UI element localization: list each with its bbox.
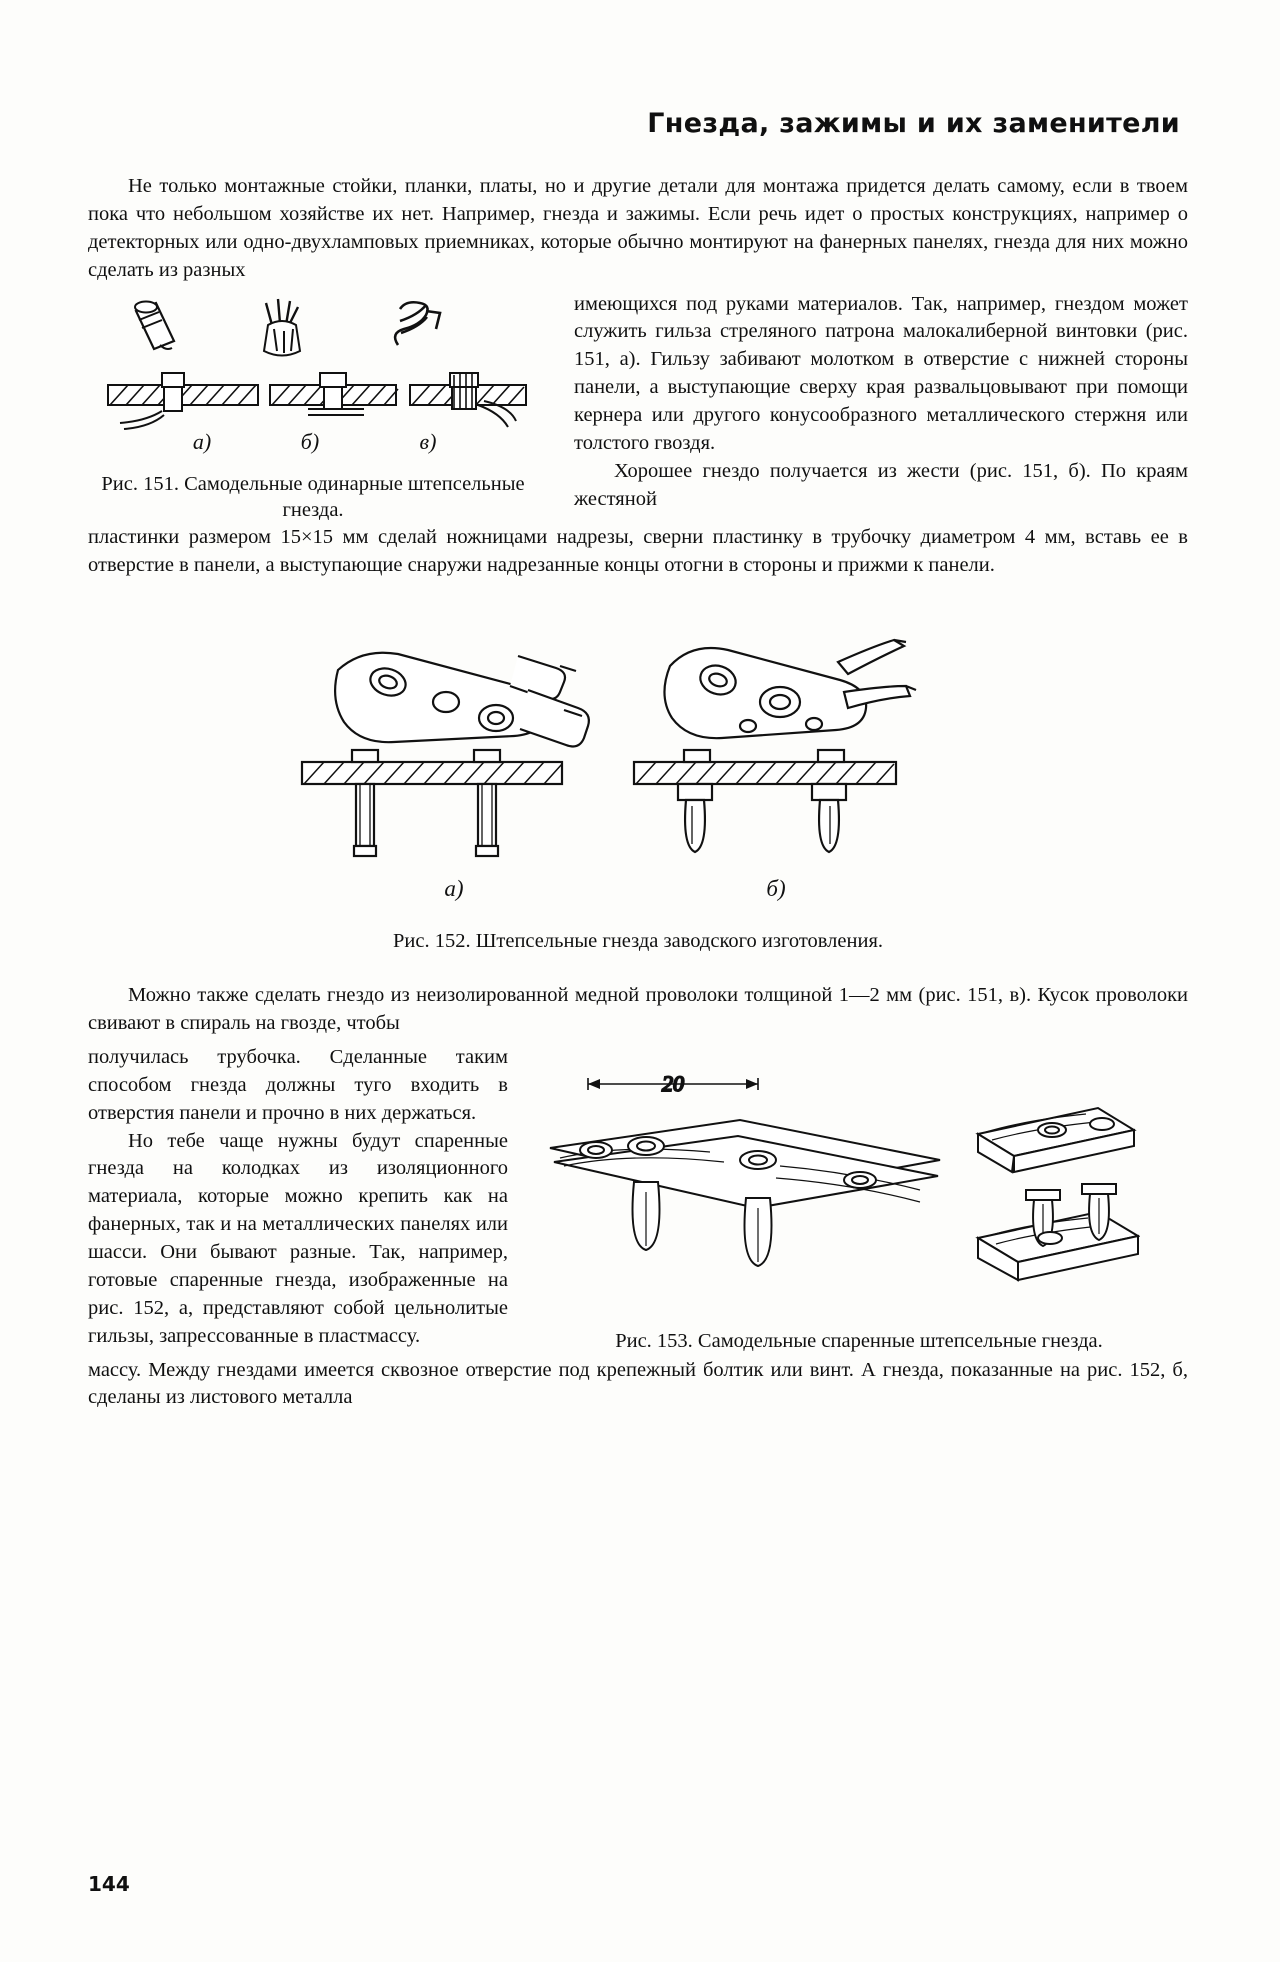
figure-153-illustration: [530, 1062, 1140, 1312]
wood-block-main: [550, 1120, 940, 1266]
dimension-20: [588, 1071, 758, 1096]
wood-board-upper-right: [978, 1108, 1134, 1172]
figure-151-label-b: б): [300, 428, 320, 454]
figure-153-caption: Рис. 153. Самодельные спаренные штепсельные гнезда.: [615, 1329, 1103, 1352]
figure-153: [530, 1044, 1188, 1355]
socket-block-b: [634, 640, 916, 852]
figure-151-wrapper: [88, 289, 1188, 524]
factory-sockets-drawing: [278, 610, 998, 910]
paragraph-3: Хорошее гнездо получается из жести (рис. 151, б). По краям жестяной: [574, 459, 1188, 510]
figure-152-label-a: а): [444, 875, 464, 901]
figure-152-label-b: б): [766, 875, 786, 901]
wood-board-lower-right: [978, 1184, 1138, 1280]
paragraph-5: Можно также сделать гнездо из неизолированной медной проволоки толщиной 1—2 мм (рис. 151, в). Кусок проволоки свивают в спираль на гвозде, чтобы: [88, 984, 1188, 1035]
homemade-paired-sockets-drawing: [530, 1062, 1140, 1312]
paragraph-8: массу. Между гнездами имеется сквозное отверстие под крепежный болтик или винт. А гнезда, показанные на рис. 152, б, сделаны из листового металла: [88, 1358, 1188, 1409]
figure-152-illustration: [278, 610, 998, 910]
figure-151-label-a: а): [192, 428, 212, 454]
panel-section-a: [108, 373, 258, 429]
socket-block-a: [302, 652, 589, 855]
figure-152: [88, 610, 1188, 955]
figure-151-side-text: [574, 289, 1188, 514]
page-number: 144: [88, 1872, 130, 1896]
cartridge-case-icon: [135, 301, 174, 349]
paragraph-2: имеющихся под руками материалов. Так, например, гнездом может служить гильза стреляного патрона малокалиберной винтовки (рис. 151, а). Гильзу забивают молотком в отверстие с нижней стороны панели, а выступающие сверху края развальцовывают при помощи кернера или другого конусообразного металлического стержня или толстого гвоздя.: [574, 292, 1188, 454]
paragraph-4: пластинки размером 15×15 мм сделай ножницами надрезы, сверни пластинку в трубочку диаметром 4 мм, вставь ее в отверстие в панели, а выступающие снаружи надрезанные концы отогни в стороны и прижми к панели.: [88, 525, 1188, 576]
page-title: Гнезда, зажимы и их заменители: [647, 108, 1180, 139]
paragraph-6: получилась трубочка. Сделанные таким способом гнезда должны туго входить в отверстия панели и прочно в них держаться.: [88, 1045, 508, 1124]
figure-151: [88, 289, 558, 524]
dimension-label: 20: [662, 1070, 684, 1096]
figure-152-caption: Рис. 152. Штепсельные гнезда заводского изготовления.: [392, 929, 884, 952]
figure-151-caption: Рис. 151. Самодельные одинарные штепсельные гнезда.: [101, 472, 525, 522]
figure-153-side-text: [88, 1044, 508, 1355]
panel-section-c: [410, 373, 526, 427]
wire-spiral-icon: [395, 302, 440, 345]
tin-tube-icon: [264, 299, 300, 356]
figure-151-illustration: [98, 289, 528, 467]
paragraph-intro: Не только монтажные стойки, планки, платы, но и другие детали для монтажа придется делать самому, если в твоем пока что небольшом хозяйстве их нет. Например, гнезда и зажимы. Если речь идет о простых конструкциях, например о детекторных или одно-двухламповых приемниках, которые обычно монтируют на фанерных панелях, гнезда для них можно сделать из разных: [88, 175, 1188, 281]
panel-section-b: [270, 373, 398, 415]
sockets-single-drawing: [98, 289, 528, 467]
figure-153-wrapper: [88, 1044, 1188, 1355]
paragraph-7: Но тебе чаще нужны будут спаренные гнезда на колодках из изоляционного материала, которые можно крепить как на фанерных, так и на металлических панелях или шасси. Они бывают разные. Так, например, готовые спаренные гнезда, изображенные на рис. 152, а, представляют собой цельнолитые гильзы, запрессованные в пластмассу.: [88, 1129, 508, 1347]
figure-151-label-c: в): [419, 428, 437, 454]
page-content: [88, 108, 1188, 1412]
